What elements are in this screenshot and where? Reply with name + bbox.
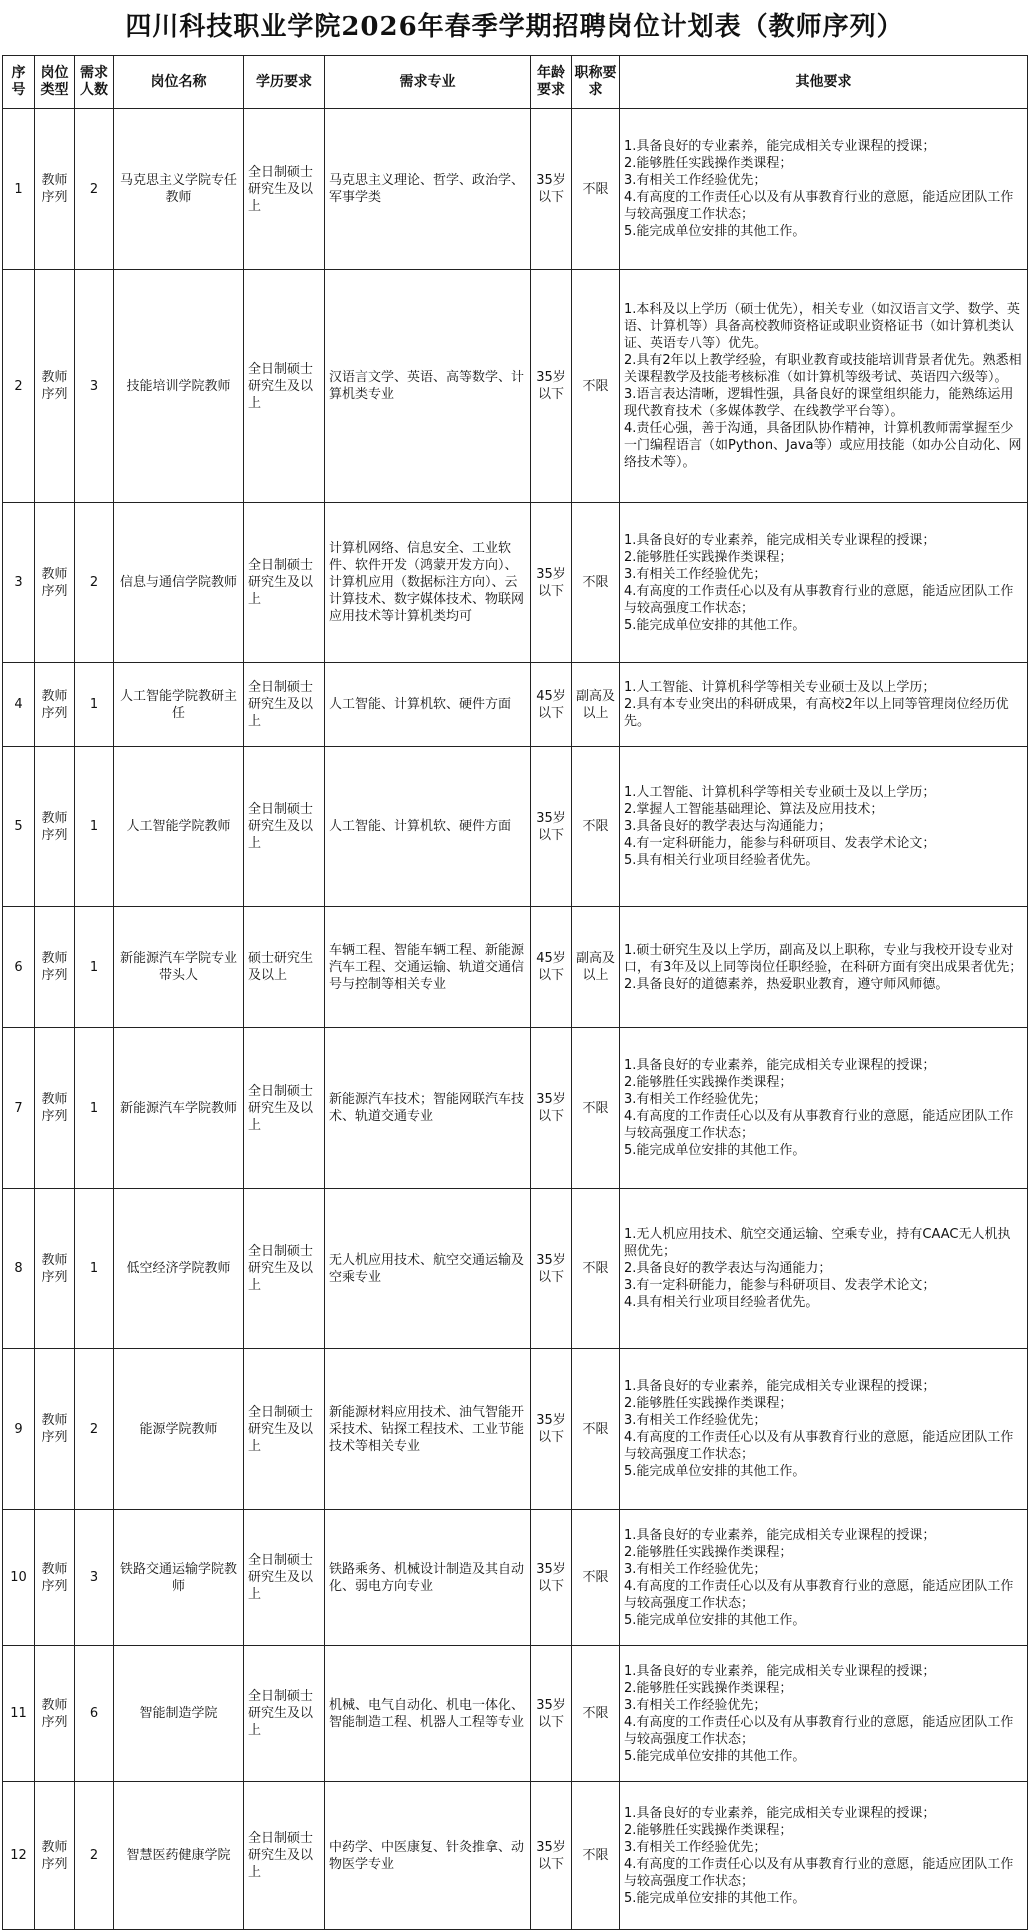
table-row — [3, 503, 1028, 663]
row-no-cell: 9 — [3, 1349, 35, 1510]
requirement-line: 4.有高度的工作责任心以及有从事教育行业的意愿，能适应团队工作与较高强度工作状态； — [624, 1430, 1014, 1462]
row-no-cell: 7 — [3, 1028, 35, 1189]
requirement-line: 3.有相关工作经验优先； — [624, 1561, 767, 1577]
table-row — [3, 1646, 1028, 1782]
table-row — [3, 1510, 1028, 1646]
other-requirements-cell — [620, 109, 1028, 270]
requirement-line: 4.有高度的工作责任心以及有从事教育行业的意愿，能适应团队工作与较高强度工作状态； — [624, 190, 1014, 222]
education-cell: 全日制硕士研究生及以上 — [244, 1782, 325, 1930]
requirement-line: 1.硕士研究生及以上学历，副高及以上职称，专业与我校开设专业对口，有3年及以上同等岗位任职经验，在科研方面有突出成果者优先； — [624, 942, 1023, 975]
other-requirements-cell — [620, 747, 1028, 907]
position-name-cell: 技能培训学院教师 — [114, 270, 244, 503]
table-row — [3, 747, 1028, 907]
title-req-cell: 不限 — [572, 747, 620, 907]
job-type-cell: 教师序列 — [35, 1349, 75, 1510]
row-no-cell: 4 — [3, 663, 35, 747]
header-cell-age: 年龄要求 — [531, 56, 572, 109]
row-no-cell: 12 — [3, 1782, 35, 1930]
table-row — [3, 1028, 1028, 1189]
requirement-line: 4.责任心强，善于沟通，具备团队协作精神，计算机教师需掌握至少一门编程语言（如Python、Java等）或应用技能（如办公自动化、网络技术等）。 — [624, 421, 1022, 470]
job-type-cell: 教师序列 — [35, 907, 75, 1028]
education-cell: 全日制硕士研究生及以上 — [244, 1028, 325, 1189]
requirement-line: 3.有相关工作经验优先； — [624, 1092, 767, 1107]
requirement-line: 1.具备良好的专业素养，能完成相关专业课程的授课； — [624, 1663, 936, 1679]
age-cell: 35岁以下 — [531, 747, 572, 907]
requirement-line: 2.能够胜任实践操作类课程； — [624, 1822, 793, 1838]
headcount-cell: 3 — [75, 270, 114, 503]
requirement-line: 2.能够胜任实践操作类课程； — [624, 156, 793, 171]
requirement-line: 1.本科及以上学历（硕士优先），相关专业（如汉语言文学、数学、英语、计算机等）具备高校教师资格证或职业资格证书（如计算机类认证、英语专八等）优先。 — [624, 302, 1020, 351]
position-name-cell: 铁路交通运输学院教师 — [114, 1510, 244, 1646]
title-req-cell: 不限 — [572, 1782, 620, 1930]
other-requirements-cell — [620, 1782, 1028, 1930]
requirement-line: 5.能完成单位安排的其他工作。 — [624, 1464, 806, 1479]
position-name-cell: 智能制造学院 — [114, 1646, 244, 1782]
requirement-line: 5.具有相关行业项目经验者优先。 — [624, 853, 819, 868]
requirement-line: 3.有相关工作经验优先； — [624, 173, 767, 188]
requirement-line: 2.能够胜任实践操作类课程； — [624, 549, 793, 565]
header-cell-no: 序号 — [3, 56, 35, 109]
requirement-line: 1.具备良好的专业素养，能完成相关专业课程的授课； — [624, 1058, 936, 1073]
job-type-cell: 教师序列 — [35, 1782, 75, 1930]
headcount-cell: 1 — [75, 1028, 114, 1189]
requirement-line: 4.有高度的工作责任心以及有从事教育行业的意愿，能适应团队工作与较高强度工作状态； — [624, 1714, 1014, 1747]
age-cell: 35岁以下 — [531, 109, 572, 270]
title-req-cell: 不限 — [572, 1349, 620, 1510]
requirement-line: 3.具备良好的教学表达与沟通能力； — [624, 819, 832, 834]
requirement-line: 5.能完成单位安排的其他工作。 — [624, 1143, 806, 1158]
major-cell: 新能源材料应用技术、油气智能开采技术、钻探工程技术、工业节能技术等相关专业 — [325, 1349, 531, 1510]
other-requirements-cell — [620, 270, 1028, 503]
headcount-cell: 2 — [75, 1349, 114, 1510]
title-req-cell: 不限 — [572, 270, 620, 503]
headcount-cell: 1 — [75, 1189, 114, 1349]
headcount-cell: 6 — [75, 1646, 114, 1782]
headcount-cell: 2 — [75, 109, 114, 270]
header-cell-education: 学历要求 — [244, 56, 325, 109]
major-cell: 汉语言文学、英语、高等数学、计算机类专业 — [325, 270, 531, 503]
header-cell-major: 需求专业 — [325, 56, 531, 109]
requirement-line: 5.能完成单位安排的其他工作。 — [624, 1612, 806, 1628]
age-cell: 35岁以下 — [531, 1028, 572, 1189]
position-name-cell: 马克思主义学院专任教师 — [114, 109, 244, 270]
requirement-line: 3.有相关工作经验优先； — [624, 1697, 767, 1713]
requirement-line: 3.有相关工作经验优先； — [624, 566, 767, 582]
table-row — [3, 109, 1028, 270]
major-cell: 无人机应用技术、航空交通运输及空乘专业 — [325, 1189, 531, 1349]
table-row — [3, 907, 1028, 1028]
education-cell: 全日制硕士研究生及以上 — [244, 1189, 325, 1349]
requirement-line: 1.具备良好的专业素养，能完成相关专业课程的授课； — [624, 1527, 936, 1543]
job-type-cell: 教师序列 — [35, 1028, 75, 1189]
requirement-line: 5.能完成单位安排的其他工作。 — [624, 617, 806, 633]
requirement-line: 1.无人机应用技术、航空交通运输、空乘专业，持有CAAC无人机执照优先； — [624, 1227, 1011, 1259]
requirement-line: 2.能够胜任实践操作类课程； — [624, 1396, 793, 1411]
requirement-line: 5.能完成单位安排的其他工作。 — [624, 1890, 806, 1906]
title-req-cell: 不限 — [572, 503, 620, 663]
requirement-line: 2.能够胜任实践操作类课程； — [624, 1075, 793, 1090]
requirement-line: 2.掌握人工智能基础理论、算法及应用技术； — [624, 802, 884, 817]
requirement-line: 2.具备良好的教学表达与沟通能力； — [624, 1261, 832, 1276]
job-type-cell: 教师序列 — [35, 1189, 75, 1349]
requirement-line: 4.有高度的工作责任心以及有从事教育行业的意愿，能适应团队工作与较高强度工作状态； — [624, 583, 1014, 616]
row-no-cell: 3 — [3, 503, 35, 663]
requirement-line: 1.具备良好的专业素养，能完成相关专业课程的授课； — [624, 1379, 936, 1394]
other-requirements-cell — [620, 1510, 1028, 1646]
major-cell: 铁路乘务、机械设计制造及其自动化、弱电方向专业 — [325, 1510, 531, 1646]
position-name-cell: 人工智能学院教师 — [114, 747, 244, 907]
age-cell: 35岁以下 — [531, 1189, 572, 1349]
row-no-cell: 1 — [3, 109, 35, 270]
position-name-cell: 人工智能学院教研主任 — [114, 663, 244, 747]
education-cell: 全日制硕士研究生及以上 — [244, 663, 325, 747]
education-cell: 全日制硕士研究生及以上 — [244, 503, 325, 663]
requirement-line: 4.有一定科研能力，能参与科研项目、发表学术论文； — [624, 836, 936, 851]
requirement-line: 1.人工智能、计算机科学等相关专业硕士及以上学历； — [624, 680, 936, 695]
requirement-line: 1.具备良好的专业素养，能完成相关专业课程的授课； — [624, 139, 936, 154]
page-title: 四川科技职业学院2026年春季学期招聘岗位计划表（教师序列） — [125, 12, 904, 42]
education-cell: 全日制硕士研究生及以上 — [244, 270, 325, 503]
requirement-line: 1.具备良好的专业素养，能完成相关专业课程的授课； — [624, 1805, 936, 1821]
requirement-line: 1.具备良好的专业素养，能完成相关专业课程的授课； — [624, 532, 936, 548]
requirement-line: 4.有高度的工作责任心以及有从事教育行业的意愿，能适应团队工作与较高强度工作状态； — [624, 1856, 1014, 1889]
other-requirements-cell — [620, 1349, 1028, 1510]
header-cell-other: 其他要求 — [620, 56, 1028, 109]
row-no-cell: 8 — [3, 1189, 35, 1349]
header-cell-count: 需求人数 — [75, 56, 114, 109]
position-name-cell: 信息与通信学院教师 — [114, 503, 244, 663]
other-requirements-cell — [620, 1028, 1028, 1189]
education-cell: 全日制硕士研究生及以上 — [244, 1646, 325, 1782]
position-name-cell: 低空经济学院教师 — [114, 1189, 244, 1349]
row-no-cell: 11 — [3, 1646, 35, 1782]
title-req-cell: 副高及以上 — [572, 663, 620, 747]
age-cell: 35岁以下 — [531, 1782, 572, 1930]
major-cell: 马克思主义理论、哲学、政治学、军事学类 — [325, 109, 531, 270]
table-row — [3, 1189, 1028, 1349]
other-requirements-cell — [620, 1189, 1028, 1349]
major-cell: 新能源汽车技术；智能网联汽车技术、轨道交通专业 — [325, 1028, 531, 1189]
job-type-cell: 教师序列 — [35, 270, 75, 503]
age-cell: 35岁以下 — [531, 270, 572, 503]
position-name-cell: 智慧医药健康学院 — [114, 1782, 244, 1930]
education-cell: 全日制硕士研究生及以上 — [244, 109, 325, 270]
job-type-cell: 教师序列 — [35, 503, 75, 663]
headcount-cell: 1 — [75, 747, 114, 907]
major-cell: 中药学、中医康复、针灸推拿、动物医学专业 — [325, 1782, 531, 1930]
job-type-cell: 教师序列 — [35, 1510, 75, 1646]
recruitment-plan-table — [2, 55, 1028, 1930]
education-cell: 全日制硕士研究生及以上 — [244, 1510, 325, 1646]
major-cell: 人工智能、计算机软、硬件方面 — [325, 747, 531, 907]
age-cell: 45岁以下 — [531, 663, 572, 747]
row-no-cell: 2 — [3, 270, 35, 503]
title-req-cell: 不限 — [572, 109, 620, 270]
other-requirements-cell — [620, 1646, 1028, 1782]
headcount-cell: 1 — [75, 907, 114, 1028]
table-row — [3, 1782, 1028, 1930]
education-cell: 全日制硕士研究生及以上 — [244, 1349, 325, 1510]
headcount-cell: 2 — [75, 1782, 114, 1930]
title-req-cell: 不限 — [572, 1646, 620, 1782]
job-type-cell: 教师序列 — [35, 663, 75, 747]
requirement-line: 2.具有2年以上教学经验，有职业教育或技能培训背景者优先。熟悉相关课程教学及技能考核标准（如计算机等级考试、英语四六级等）。 — [624, 353, 1022, 385]
requirement-line: 4.具有相关行业项目经验者优先。 — [624, 1295, 819, 1310]
major-cell: 人工智能、计算机软、硬件方面 — [325, 663, 531, 747]
header-row — [3, 56, 1028, 109]
position-name-cell: 能源学院教师 — [114, 1349, 244, 1510]
requirement-line: 2.具有本专业突出的科研成果，有高校2年以上同等管理岗位经历优先。 — [624, 697, 1009, 729]
other-requirements-cell — [620, 663, 1028, 747]
title-req-cell: 副高及以上 — [572, 907, 620, 1028]
job-type-cell: 教师序列 — [35, 109, 75, 270]
requirement-line: 5.能完成单位安排的其他工作。 — [624, 224, 806, 239]
age-cell: 35岁以下 — [531, 1646, 572, 1782]
row-no-cell: 10 — [3, 1510, 35, 1646]
headcount-cell: 1 — [75, 663, 114, 747]
title-req-cell: 不限 — [572, 1510, 620, 1646]
requirement-line: 4.有高度的工作责任心以及有从事教育行业的意愿，能适应团队工作与较高强度工作状态； — [624, 1578, 1014, 1611]
age-cell: 35岁以下 — [531, 1510, 572, 1646]
requirement-line: 3.有一定科研能力，能参与科研项目、发表学术论文； — [624, 1278, 936, 1293]
requirement-line: 2.能够胜任实践操作类课程； — [624, 1544, 793, 1560]
requirement-line: 5.能完成单位安排的其他工作。 — [624, 1748, 806, 1764]
title-req-cell: 不限 — [572, 1189, 620, 1349]
header-cell-title: 职称要求 — [572, 56, 620, 109]
position-name-cell: 新能源汽车学院专业带头人 — [114, 907, 244, 1028]
table-row — [3, 663, 1028, 747]
age-cell: 35岁以下 — [531, 1349, 572, 1510]
title-req-cell: 不限 — [572, 1028, 620, 1189]
age-cell: 45岁以下 — [531, 907, 572, 1028]
requirement-line: 4.有高度的工作责任心以及有从事教育行业的意愿，能适应团队工作与较高强度工作状态； — [624, 1109, 1014, 1141]
requirement-line: 3.有相关工作经验优先； — [624, 1839, 767, 1855]
headcount-cell: 2 — [75, 503, 114, 663]
requirement-line: 3.有相关工作经验优先； — [624, 1413, 767, 1428]
major-cell: 机械、电气自动化、机电一体化、智能制造工程、机器人工程等专业 — [325, 1646, 531, 1782]
requirement-line: 2.能够胜任实践操作类课程； — [624, 1680, 793, 1696]
position-name-cell: 新能源汽车学院教师 — [114, 1028, 244, 1189]
row-no-cell: 6 — [3, 907, 35, 1028]
table-row — [3, 1349, 1028, 1510]
job-type-cell: 教师序列 — [35, 1646, 75, 1782]
header-cell-type: 岗位类型 — [35, 56, 75, 109]
major-cell: 车辆工程、智能车辆工程、新能源汽车工程、交通运输、轨道交通信号与控制等相关专业 — [325, 907, 531, 1028]
education-cell: 硕士研究生及以上 — [244, 907, 325, 1028]
row-no-cell: 5 — [3, 747, 35, 907]
header-cell-position: 岗位名称 — [114, 56, 244, 109]
requirement-line: 3.语言表达清晰，逻辑性强，具备良好的课堂组织能力，能熟练运用现代教育技术（多媒体教学、在线教学平台等）。 — [624, 387, 1014, 419]
table-row — [3, 270, 1028, 503]
major-cell: 计算机网络、信息安全、工业软件、软件开发（鸿蒙开发方向）、计算机应用（数据标注方向）、云计算技术、数字媒体技术、物联网应用技术等计算机类均可 — [325, 503, 531, 663]
headcount-cell: 3 — [75, 1510, 114, 1646]
other-requirements-cell — [620, 503, 1028, 663]
education-cell: 全日制硕士研究生及以上 — [244, 747, 325, 907]
requirement-line: 2.具备良好的道德素养，热爱职业教育，遵守师风师德。 — [624, 976, 949, 992]
table-body — [3, 109, 1028, 1930]
age-cell: 35岁以下 — [531, 503, 572, 663]
requirement-line: 1.人工智能、计算机科学等相关专业硕士及以上学历； — [624, 785, 936, 800]
other-requirements-cell — [620, 907, 1028, 1028]
job-type-cell: 教师序列 — [35, 747, 75, 907]
